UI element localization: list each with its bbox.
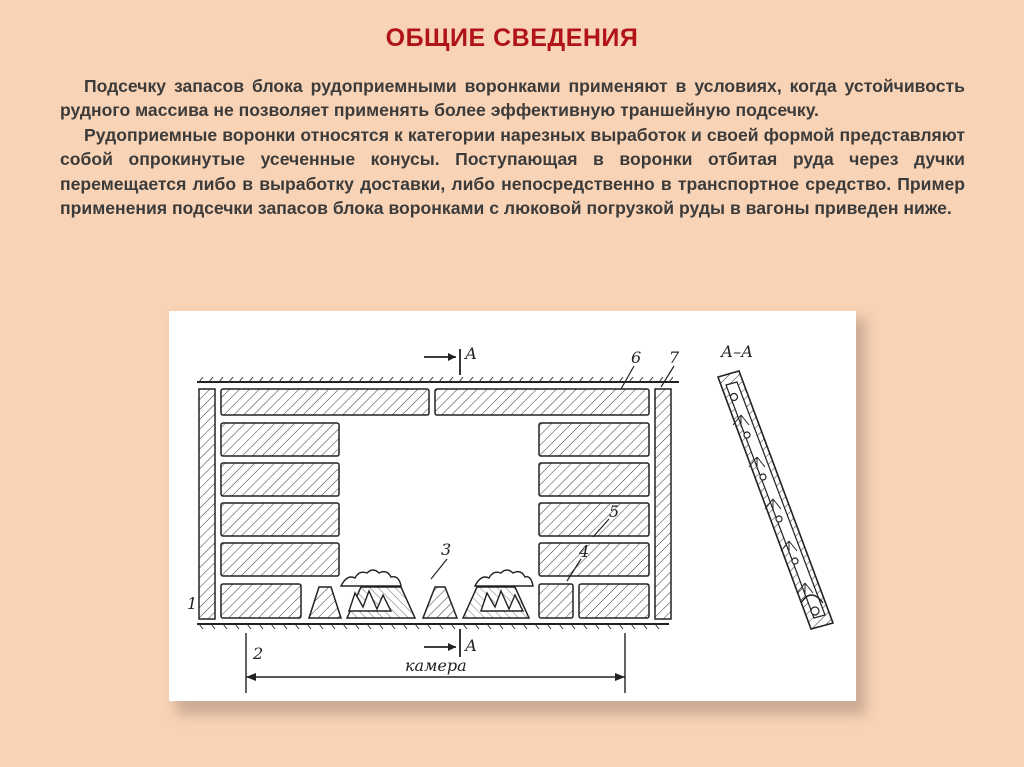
chamber-label: камера — [405, 656, 467, 675]
callout-6: 6 — [631, 348, 642, 367]
bottom-block-left — [221, 584, 301, 618]
left-block-1 — [221, 423, 339, 456]
right-block-1 — [539, 423, 649, 456]
section-marker-top — [424, 344, 477, 375]
paragraph-1: Подсечку запасов блока рудоприемными воронками применяют в условиях, когда устойчивость рудного массива не позволяет применять более эффективную траншейную подсечку. — [60, 76, 965, 121]
callout-4: 4 — [579, 542, 590, 561]
right-pillar — [655, 389, 671, 619]
callout-5: 5 — [609, 502, 620, 521]
paragraph-2: Рудоприемные воронки относятся к категории нарезных выработок и своей формой представляют собой опрокинутые усеченные конусы. Поступающая в воронки отбитая руда через дучки перемещается либо в выработку доставки, либо непосредственно в транспортное средство. Пример применения подсечки запасов блока воронками с люковой погрузкой руды в вагоны приведен ниже. — [60, 124, 965, 219]
leader-3 — [431, 559, 447, 579]
right-block-2 — [539, 463, 649, 496]
callout-1: 1 — [187, 594, 198, 613]
mining-diagram — [169, 311, 856, 701]
funnel-3 — [423, 587, 457, 618]
section-marker-bottom — [424, 629, 477, 657]
bottom-block-right-a — [539, 584, 573, 618]
left-pillar — [199, 389, 215, 619]
callout-3: 3 — [441, 540, 452, 559]
diagram-svg — [169, 311, 856, 701]
left-block-3 — [221, 503, 339, 536]
left-block-4 — [221, 543, 339, 576]
funnel-1 — [309, 587, 341, 618]
callout-2: 2 — [253, 644, 264, 663]
section-top-label: А — [465, 344, 478, 363]
left-block-2 — [221, 463, 339, 496]
section-bottom-label: А — [465, 636, 478, 655]
top-block-right — [435, 389, 649, 415]
slide-title: ОБЩИЕ СВЕДЕНИЯ — [385, 24, 639, 52]
top-block-left — [221, 389, 429, 415]
right-block-4 — [539, 543, 649, 576]
section-view — [718, 342, 833, 629]
callout-7: 7 — [669, 348, 680, 367]
bottom-block-right-b — [579, 584, 649, 618]
leader-7 — [661, 366, 674, 387]
right-block-3 — [539, 503, 649, 536]
section-view-label: А–А — [721, 342, 754, 361]
body-text — [60, 74, 965, 220]
chamber-dimension — [246, 633, 625, 693]
